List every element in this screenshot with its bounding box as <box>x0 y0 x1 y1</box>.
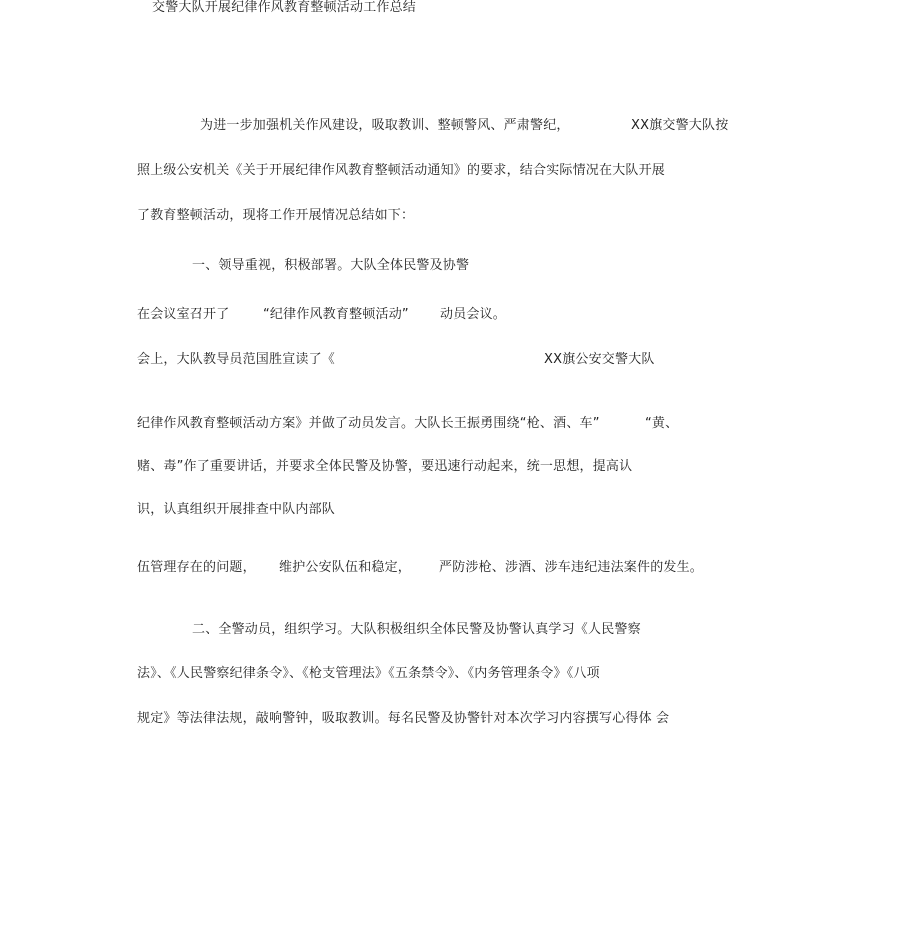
paragraph-line <box>137 416 600 432</box>
section-heading-line <box>192 622 641 638</box>
text-segment: XX旗公安交警大队 <box>544 352 655 367</box>
text-segment: 识，认真组织开展排查中队内部队 <box>137 502 336 517</box>
document-title: 交警大队开展纪律作风教育整顿活动工作总结 <box>152 0 417 15</box>
paragraph-line <box>200 118 570 134</box>
paragraph-line <box>279 560 411 576</box>
paragraph-line <box>137 459 632 475</box>
paragraph-line <box>137 208 414 224</box>
section-heading-line <box>192 258 469 274</box>
text-segment: 在会议室召开了 <box>137 307 230 322</box>
text-segment: 会上，大队教导员范国胜宣读了《 <box>137 352 336 367</box>
text-segment: 动员会议。 <box>440 307 507 322</box>
text-segment: “黄、 <box>645 416 679 431</box>
paragraph-line <box>440 307 506 323</box>
paragraph-line <box>544 352 655 368</box>
text-segment: 严防涉枪、涉酒、涉车违纪违法案件的发生。 <box>439 560 704 575</box>
paragraph-line <box>439 560 703 576</box>
text-segment: XX旗交警大队按 <box>631 118 729 133</box>
text-segment: 为进一步加强机关作风建设，吸取教训、整顿警风、严肃警纪， <box>200 118 570 133</box>
paragraph-line <box>631 118 728 134</box>
paragraph-line <box>137 711 652 727</box>
paragraph-line <box>137 502 335 518</box>
text-segment: 二、全警动员，组织学习。大队积极组织全体民警及协警认真学习《人民警察 <box>192 622 641 637</box>
text-segment: 一、领导重视，积极部署。大队全体民警及协警 <box>192 258 470 273</box>
text-segment: 了教育整顿活动，现将工作开展情况总结如下： <box>137 208 415 223</box>
text-segment: 纪律作风教育整顿活动方案》并做了动员发言。大队长王振勇围绕“枪、酒、车” <box>137 416 600 431</box>
text-segment: 照上级公安机关《关于开展纪律作风教育整顿活动通知》的要求，结合实际情况在大队开展 <box>137 163 666 178</box>
paragraph-line <box>137 163 665 179</box>
paragraph-line <box>656 711 669 727</box>
text-segment: 规定》等法律法规，敲响警钟，吸取教训。每名民警及协警针对本次学习内容撰写心得体 <box>137 711 652 726</box>
paragraph-line <box>137 666 600 682</box>
text-segment: 法》、《人民警察纪律条令》、《枪支管理法》《五条禁令》、《内务管理条令》《八项 <box>137 666 600 681</box>
paragraph-line <box>137 307 229 323</box>
text-segment: 维护公安队伍和稳定， <box>279 560 412 575</box>
text-segment: 赌、毒”作了重要讲话，并要求全体民警及协警，要迅速行动起来，统一思想，提高认 <box>137 459 633 474</box>
paragraph-line <box>263 307 409 323</box>
text-segment: 伍管理存在的问题， <box>137 560 256 575</box>
text-segment: 会 <box>656 711 670 726</box>
text-segment: “纪律作风教育整顿活动” <box>263 307 409 322</box>
paragraph-line <box>137 352 335 368</box>
paragraph-line <box>645 416 678 432</box>
paragraph-line <box>137 560 256 576</box>
